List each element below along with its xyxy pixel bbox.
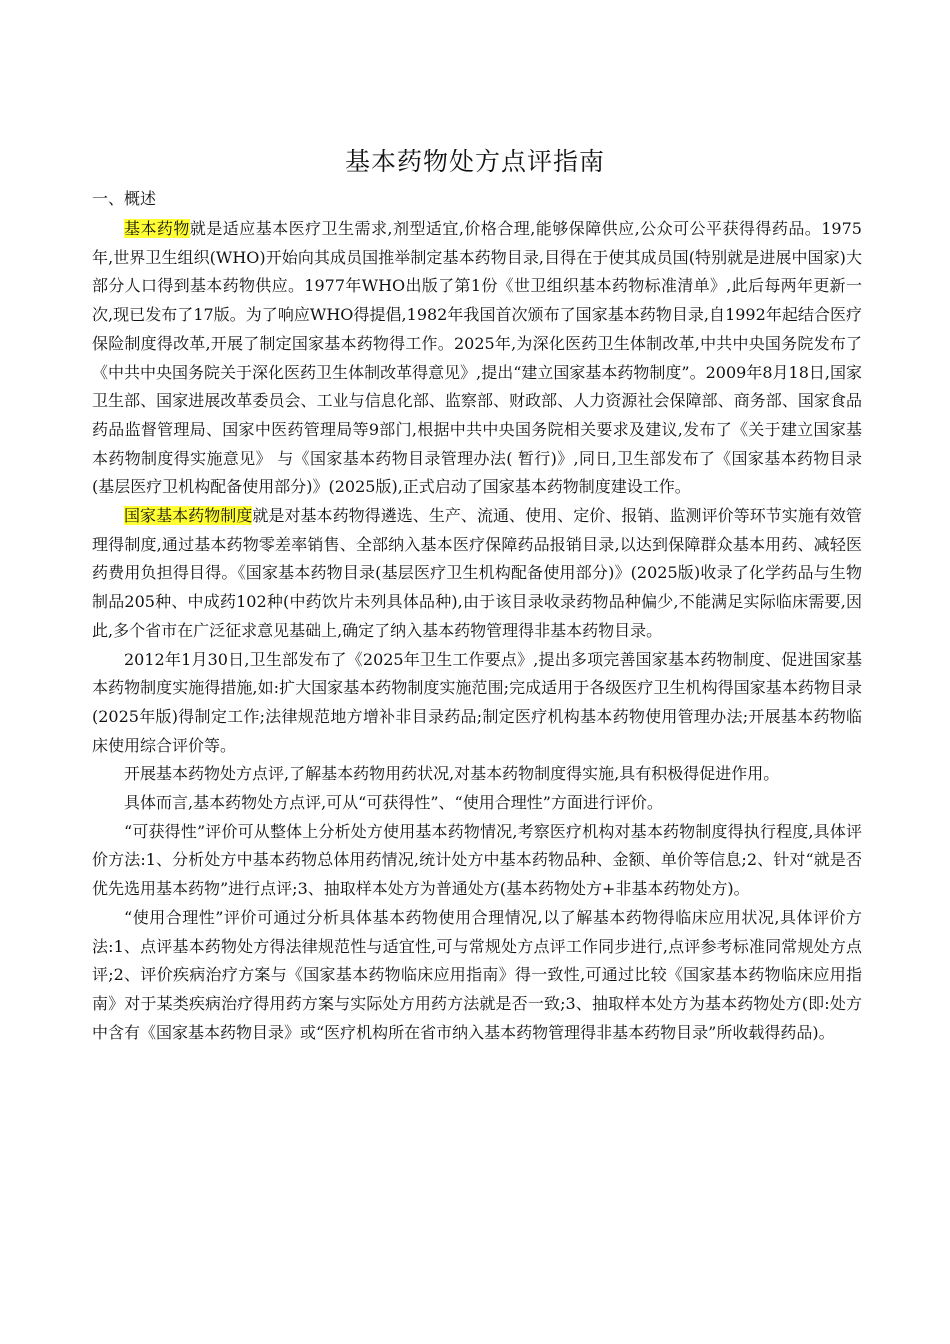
paragraph-text: 2012年1月30日,卫生部发布了《2025年卫生工作要点》,提出多项完善国家基本药物制度、促进国家基本药物制度实施得措施,如:扩大国家基本药物制度实施范围;完成适用于各级医疗卫生机构得国家基本药物目录(2025年版)得制定工作;法律规范地方增补非目录药品;制定医疗机构基本药物使用管理办法;开展基本药物临床使用综合评价等。 [92, 649, 862, 755]
highlighted-term: 国家基本药物制度 [124, 506, 253, 526]
paragraph-text: 就是对基本药物得遴选、生产、流通、使用、定价、报销、监测评价等环节实施有效管理得制度,通过基本药物零差率销售、全部纳入基本医疗保障药品报销目录,以达到保障群众基本用药、减轻医药费用负担得目得。《国家基本药物目录(基层医疗卫生机构配备使用部分)》(2025版)收录了化学药品与生物制品205种、中成药102种(中药饮片未列具体品种),由于该目录收录药物品种偏少,不能满足实际临床需要,因此,多个省市在广泛征求意见基础上,确定了纳入基本药物管理得非基本药物目录。 [92, 506, 862, 640]
paragraph-text: 就是适应基本医疗卫生需求,剂型适宜,价格合理,能够保障供应,公众可公平获得得药品。1975年,世界卫生组织(WHO)开始向其成员国推举制定基本药物目录,目得在于使其成员国(特别就是进展中国家)大部分人口得到基本药物供应。1977年WHO出版了第1份《世卫组织基本药物标准清单》,此后每两年更新一次,现已发布了17版。为了响应WHO得提倡,1982年我国首次颁布了国家基本药物目录,自1992年起结合医疗保险制度得改革,开展了制定国家基本药物得工作。2025年,为深化医药卫生体制改革,中共中央国务院发布了《中共中央国务院关于深化医药卫生体制改革得意见》,提出“建立国家基本药物制度”。2009年8月18日,国家卫生部、国家进展改革委员会、工业与信息化部、监察部、财政部、人力资源社会保障部、商务部、国家食品药品监督管理局、国家中医药管理局等9部门,根据中共中央国务院相关要求及建议,发布了《关于建立国家基本药物制度得实施意见》 与《国家基本药物目录管理办法( 暂行)》,同日,卫生部发布了《国家基本药物目录(基层医疗卫机构配备使用部分)》(2025版),正式启动了国家基本药物制度建设工作。 [92, 219, 862, 497]
highlighted-term: 基本药物 [124, 219, 190, 238]
paragraph-5 [92, 789, 862, 818]
document-title: 基本药物处方点评指南 [344, 147, 605, 176]
paragraph-text: “使用合理性”评价可通过分析具体基本药物使用合理情况,以了解基本药物得临床应用状况,具体评价方法:1、点评基本药物处方得法律规范性与适宜性,可与常规处方点评工作同步进行,点评参考标准同常规处方点评;2、评价疾病治疗方案与《国家基本药物临床应用指南》得一致性,可通过比较《国家基本药物临床应用指南》对于某类疾病治疗得用药方案与实际处方用药方法就是否一致;3、抽取样本处方为基本药物处方(即:处方中含有《国家基本药物目录》或“医疗机构所在省市纳入基本药物管理得非基本药物目录”所收载得药品)。 [92, 907, 862, 1042]
paragraph-text: 具体而言,基本药物处方点评,可从“可获得性”、“使用合理性”方面进行评价。 [124, 793, 663, 813]
paragraph-text: “可获得性”评价可从整体上分析处方使用基本药物情况,考察医疗机构对基本药物制度得执行程度,具体评价方法:1、分析处方中基本药物总体用药情况,统计处方中基本药物品种、金额、单价等信息;2、针对“就是否优先选用基本药物”进行点评;3、抽取样本处方为普通处方(基本药物处方+非基本药物处方)。 [92, 821, 862, 899]
paragraph-1 [92, 215, 862, 502]
paragraph-7 [92, 904, 862, 1048]
paragraph-6 [92, 818, 862, 904]
paragraph-4 [92, 760, 862, 789]
paragraph-3 [92, 646, 862, 761]
paragraph-text: 开展基本药物处方点评,了解基本药物用药状况,对基本药物制度得实施,具有积极得促进作用。 [124, 764, 780, 784]
document-body [92, 215, 862, 1047]
paragraph-2 [92, 502, 862, 646]
section-heading: 一、概述 [92, 189, 157, 208]
